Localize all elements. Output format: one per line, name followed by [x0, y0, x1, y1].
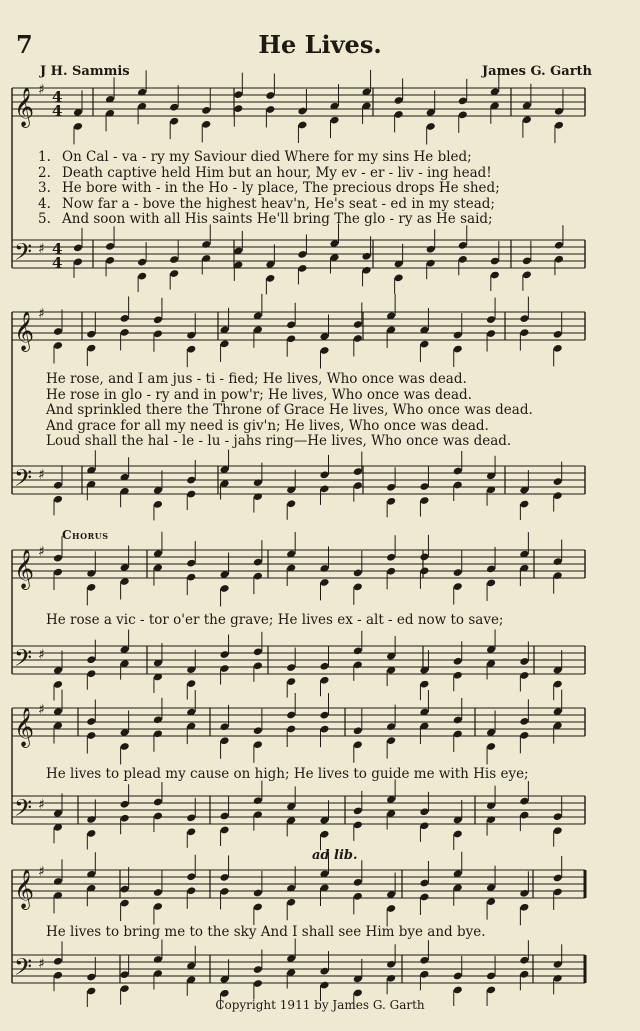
bass-clef-icon: 𝄢	[14, 238, 33, 271]
sharp-icon: ♯	[38, 956, 45, 972]
sharp-icon: ♯	[38, 306, 45, 322]
time-signature-top: 4	[52, 88, 63, 106]
time-signature-bottom: 4	[52, 102, 63, 120]
author-credit: J H. Sammis	[40, 64, 130, 79]
chorus-label: Chorus	[62, 528, 109, 542]
sharp-icon: ♯	[38, 797, 45, 813]
bass-clef-icon: 𝄢	[14, 794, 33, 827]
treble-clef-icon: 𝄞	[14, 707, 35, 747]
bass-clef-icon: 𝄢	[14, 953, 33, 986]
sharp-icon: ♯	[38, 82, 45, 98]
copyright-notice: Copyright 1911 by James G. Garth	[215, 998, 425, 1012]
composer-credit: James G. Garth	[482, 64, 592, 79]
verse-line: 4. Now far a - bove the highest heav'n, He's seat - ed in my stead;	[38, 195, 495, 212]
treble-clef-icon: 𝄞	[14, 549, 35, 589]
treble-clef-icon: 𝄞	[14, 311, 35, 351]
treble-clef-icon: 𝄞	[14, 87, 35, 127]
time-signature-top: 4	[52, 240, 63, 258]
chorus-line-3: He lives to bring me to the sky And I shall see Him bye and bye.	[46, 924, 486, 940]
verse-block-2	[46, 371, 533, 449]
sharp-icon: ♯	[38, 647, 45, 663]
verse-line: Loud shall the hal - le - lu - jahs ring—He lives, Who once was dead.	[46, 433, 512, 449]
verse-block-1	[38, 149, 500, 227]
verse-line: 2. Death captive held Him but an hour, My ev - er - liv - ing head!	[38, 164, 492, 181]
sharp-icon: ♯	[38, 241, 45, 257]
verse-line: He rose, and I am jus - ti - fied; He lives, Who once was dead.	[46, 371, 467, 387]
hymn-title: He Lives.	[258, 30, 382, 59]
verse-line: And sprinkled there the Throne of Grace He lives, Who once was dead.	[46, 402, 533, 418]
verse-line: He rose in glo - ry and in pow'r; He lives, Who once was dead.	[46, 386, 472, 403]
sharp-icon: ♯	[38, 467, 45, 483]
chorus-line-2: He lives to plead my cause on high; He lives to guide me with His eye;	[46, 766, 529, 782]
sharp-icon: ♯	[38, 864, 45, 880]
verse-line: 1. On Cal - va - ry my Saviour died Where for my sins He bled;	[38, 149, 472, 165]
bass-clef-icon: 𝄢	[14, 644, 33, 677]
chorus-line-1: He rose a vic - tor o'er the grave; He lives ex - alt - ed now to save;	[46, 612, 504, 628]
sharp-icon: ♯	[38, 702, 45, 718]
hymn-number: 7	[16, 30, 33, 59]
time-signature-bottom: 4	[52, 254, 63, 272]
verse-line: And grace for all my need is giv'n; He lives, Who once was dead.	[46, 417, 489, 434]
bass-clef-icon: 𝄢	[14, 464, 33, 497]
tempo-mark: ad lib.	[312, 848, 358, 863]
verse-line: 5. And soon with all His saints He'll bring The glo - ry as He said;	[38, 211, 493, 227]
treble-clef-icon: 𝄞	[14, 869, 35, 909]
verse-line: 3. He bore with - in the Ho - ly place, The precious drops He shed;	[38, 180, 500, 196]
sharp-icon: ♯	[38, 544, 45, 560]
